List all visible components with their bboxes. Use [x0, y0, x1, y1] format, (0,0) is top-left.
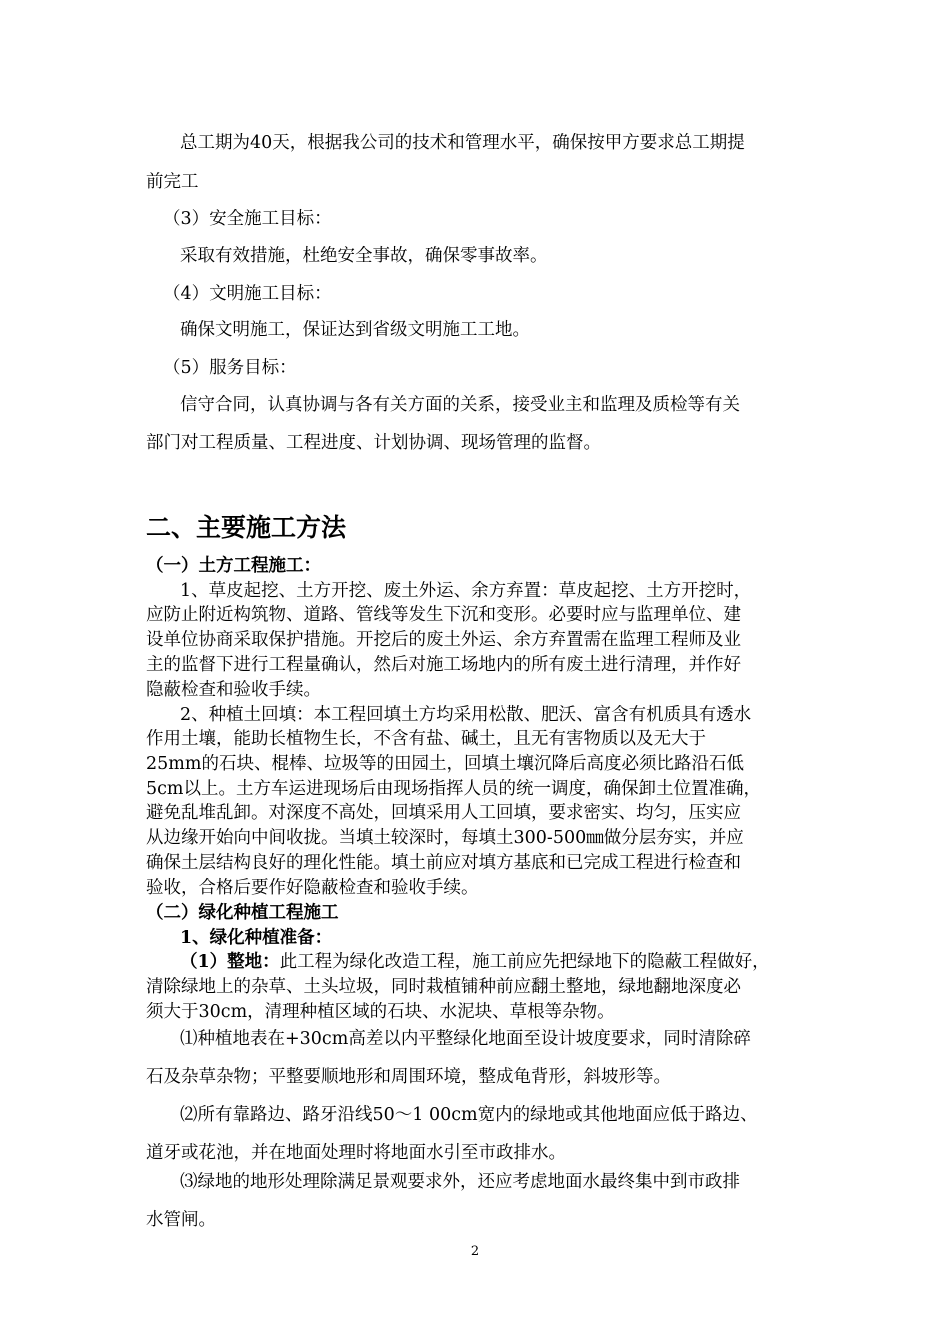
paragraph-line: 主的监督下进行工程量确认，然后对施工场地内的所有废土进行清理，并作好 — [146, 655, 741, 675]
paragraph-line: 验收，合格后要作好隐蔽检查和验收手续。 — [146, 878, 479, 898]
paragraph-line: 道牙或花池，并在地面处理时将地面水引至市政排水。 — [146, 1143, 566, 1163]
paragraph-line: 确保土层结构良好的理化性能。填土前应对填方基底和已完成工程进行检查和 — [146, 853, 741, 873]
paragraph-line: 采取有效措施，杜绝安全事故，确保零事故率。 — [180, 246, 548, 266]
paragraph-line: ⑵所有靠路边、路牙沿线50～1 00cm宽内的绿地或其他地面应低于路边、 — [180, 1105, 758, 1125]
item-title: （3）安全施工目标： — [163, 209, 332, 229]
subsection-heading: （二）绿化种植工程施工 — [146, 903, 339, 923]
paragraph-line: 避免乱堆乱卸。对深度不高处，回填采用人工回填，要求密实、均匀，压实应 — [146, 803, 741, 823]
paragraph-line: 设单位协商采取保护措施。开挖后的废土外运、余方弃置需在监理工程师及业 — [146, 630, 741, 650]
paragraph-line: 前完工 — [146, 172, 199, 192]
item-label: （1）整地： — [180, 952, 280, 972]
paragraph-line: 25mm的石块、棍棒、垃圾等的田园土，回填土壤沉降后高度必须比路沿石低 — [146, 754, 744, 774]
paragraph-line: 信守合同，认真协调与各有关方面的关系，接受业主和监理及质检等有关 — [180, 395, 740, 415]
paragraph-line: 作用土壤，能助长植物生长，不含有盐、碱土，且无有害物质以及无大于 — [146, 729, 706, 749]
paragraph-line: 须大于30cm，清理种植区域的石块、水泥块、草根等杂物。 — [146, 1002, 615, 1022]
paragraph-line: 5cm以上。土方车运进现场后由现场指挥人员的统一调度，确保卸土位置准确， — [146, 779, 762, 799]
page-number: 2 — [470, 1244, 480, 1259]
section-heading: 二、主要施工方法 — [146, 513, 347, 542]
paragraph-line: 从边缘开始向中间收拢。当填土较深时，每填土300-500㎜做分层夯实，并应 — [146, 828, 744, 848]
paragraph-line — [180, 950, 810, 974]
paragraph-line: 2、种植土回填：本工程回填土方均采用松散、肥沃、富含有机质具有透水 — [180, 705, 752, 725]
paragraph-line: 水管闸。 — [146, 1210, 216, 1230]
paragraph-line: 石及杂草杂物；平整要顺地形和周围环境，整成龟背形，斜坡形等。 — [146, 1067, 671, 1087]
item-title: （5）服务目标： — [163, 358, 297, 378]
paragraph-line: 隐蔽检查和验收手续。 — [146, 680, 321, 700]
item-title: （4）文明施工目标： — [163, 284, 332, 304]
paragraph-line: 1、草皮起挖、土方开挖、废土外运、余方弃置：草皮起挖、土方开挖时， — [180, 581, 752, 601]
paragraph-line: 部门对工程质量、工程进度、计划协调、现场管理的监督。 — [146, 433, 601, 453]
item-text: 此工程为绿化改造工程，施工前应先把绿地下的隐蔽工程做好， — [279, 952, 770, 972]
paragraph-line: 确保文明施工，保证达到省级文明施工工地。 — [180, 320, 530, 340]
subsection-heading: （一）土方工程施工： — [146, 556, 321, 576]
paragraph-line: ⑶绿地的地形处理除满足景观要求外，还应考虑地面水最终集中到市政排 — [180, 1172, 740, 1192]
subsection-heading: 1、绿化种植准备： — [180, 928, 333, 948]
paragraph-line: 应防止附近构筑物、道路、管线等发生下沉和变形。必要时应与监理单位、建 — [146, 605, 741, 625]
paragraph-line: 总工期为40天，根据我公司的技术和管理水平，确保按甲方要求总工期提 — [180, 133, 745, 153]
paragraph-line: 清除绿地上的杂草、土头垃圾，同时栽植铺种前应翻土整地，绿地翻地深度必 — [146, 977, 741, 997]
paragraph-line: ⑴种植地表在+30cm高差以内平整绿化地面至设计坡度要求，同时清除碎 — [180, 1029, 751, 1049]
